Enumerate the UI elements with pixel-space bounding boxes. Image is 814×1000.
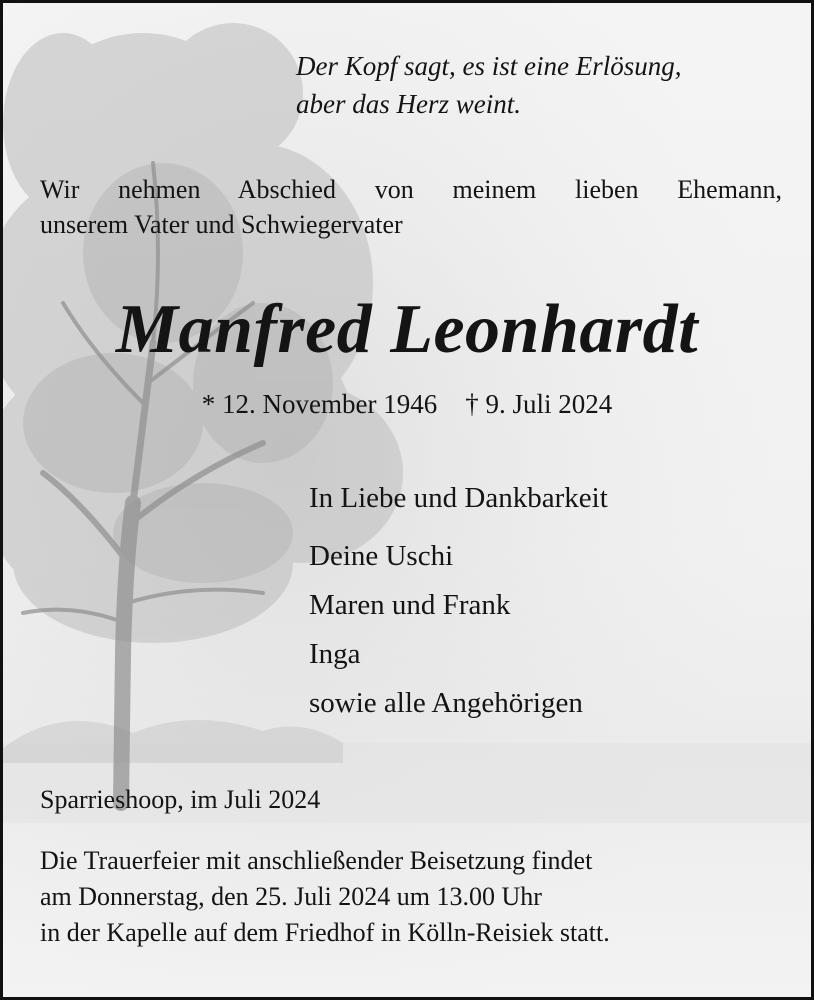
mourner-name: Deine Uschi (309, 540, 454, 572)
birth-date: * 12. November 1946 (201, 389, 438, 419)
mourner-name: Maren und Frank (309, 589, 511, 621)
mourner-name: Inga (309, 638, 361, 670)
funeral-line-2: am Donnerstag, den 25. Juli 2024 um 13.00 Uhr (40, 882, 542, 911)
mourner-name: sowie alle Angehörigen (309, 687, 583, 719)
motto-line-2: aber das Herz weint. (296, 89, 521, 119)
farewell-intro (40, 172, 782, 242)
funeral-line-3: in der Kapelle auf dem Friedhof in Kölln-Reisiek statt. (40, 918, 610, 947)
deceased-name: Manfred Leonhardt (115, 291, 699, 368)
mourners-list (309, 478, 608, 728)
life-dates (3, 386, 811, 422)
intro-line-2: unserem Vater und Schwiegervater (40, 210, 403, 239)
mourners-lead: In Liebe und Dankbarkeit (309, 482, 608, 514)
place-and-date: Sparrieshoop, im Juli 2024 (40, 785, 321, 814)
motto-line-1: Der Kopf sagt, es ist eine Erlösung, (296, 51, 682, 81)
intro-line-1: Wir nehmen Abschied von meinem lieben Ehemann, (40, 175, 782, 204)
death-date: † 9. Juli 2024 (465, 389, 613, 419)
funeral-line-1: Die Trauerfeier mit anschließender Beisetzung findet (40, 846, 593, 875)
motto-quote (296, 47, 682, 123)
funeral-details (40, 843, 610, 951)
